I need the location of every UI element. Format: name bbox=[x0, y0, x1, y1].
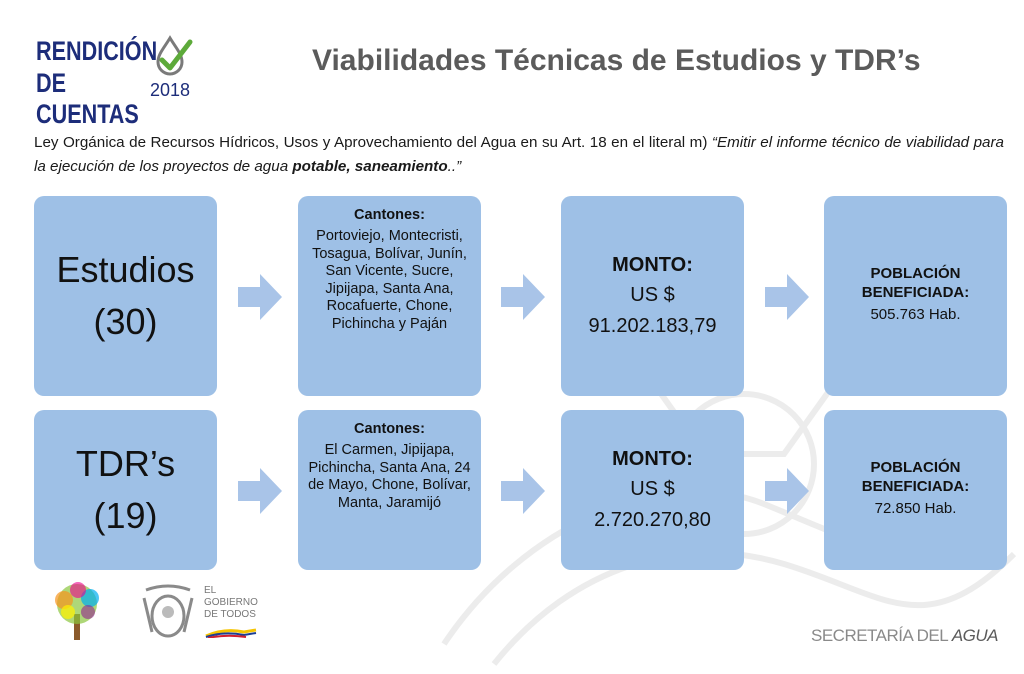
intro-bold: potable, saneamiento bbox=[292, 158, 448, 175]
monto-currency: US $ bbox=[630, 284, 675, 306]
logo-line2: DE CUENTAS bbox=[36, 68, 139, 129]
intro-paragraph bbox=[34, 131, 1004, 179]
page-title: Viabilidades Técnicas de Estudios y TDR’s bbox=[312, 44, 921, 77]
estudios-cantones-box bbox=[298, 196, 481, 396]
arrow-right-icon bbox=[238, 274, 282, 320]
cantones-list: El Carmen, Jipijapa, Pichincha, Santa Ana, 24 de Mayo, Chone, Bolívar, Manta, Jaramijó bbox=[308, 442, 471, 511]
rendicion-cuentas-logo bbox=[36, 30, 206, 129]
toda-una-vida-logo-icon bbox=[40, 580, 114, 644]
logo-year: 2018 bbox=[150, 80, 191, 100]
secretaria-text: SECRETARÍA DEL bbox=[810, 626, 952, 645]
arrow-right-icon bbox=[238, 468, 282, 514]
monto-value: 2.720.270,80 bbox=[594, 509, 711, 531]
estudios-count: (30) bbox=[93, 301, 158, 342]
tdrs-cantones-box bbox=[298, 410, 481, 570]
tdrs-poblacion-box bbox=[824, 410, 1007, 570]
estudios-monto-box bbox=[561, 196, 744, 396]
intro-text: Ley Orgánica de Recursos Hídricos, Usos y Aprovechamiento del Agua en su Art. 18 en el literal m) bbox=[34, 134, 712, 151]
secretaria-del-agua-logo bbox=[811, 626, 998, 646]
monto-title: MONTO: bbox=[612, 254, 693, 276]
ecuador-coat-of-arms-icon bbox=[140, 582, 196, 642]
arrow-right-icon bbox=[765, 468, 809, 514]
monto-value: 91.202.183,79 bbox=[588, 315, 717, 337]
estudios-poblacion-box bbox=[824, 196, 1007, 396]
tdrs-count: (19) bbox=[93, 495, 158, 536]
cantones-list: Portoviejo, Montecristi, Tosagua, Bolívar, Junín, San Vicente, Sucre, Jipijapa, Santa Ana, Rocafuerte, Chone, Pichincha y Paján bbox=[312, 228, 467, 332]
gob-line3: DE TODOS bbox=[204, 609, 256, 620]
poblacion-title: POBLACIÓN BENEFICIADA: bbox=[861, 459, 970, 495]
arrow-right-icon bbox=[501, 274, 545, 320]
intro-quote-end: ..” bbox=[447, 158, 462, 175]
secretaria-agua: AGUA bbox=[951, 626, 998, 645]
poblacion-title: POBLACIÓN BENEFICIADA: bbox=[861, 265, 970, 301]
estudios-label: Estudios bbox=[56, 249, 195, 290]
flag-stripe-icon bbox=[204, 628, 258, 638]
tdrs-monto-box bbox=[561, 410, 744, 570]
gob-line2: GOBIERNO bbox=[204, 597, 258, 608]
tdrs-label: TDR’s bbox=[75, 443, 176, 484]
arrow-right-icon bbox=[765, 274, 809, 320]
poblacion-value: 72.850 Hab. bbox=[874, 500, 957, 517]
cantones-title: Cantones: bbox=[354, 207, 425, 223]
monto-title: MONTO: bbox=[612, 448, 693, 470]
gobierno-de-todos-logo bbox=[204, 585, 258, 621]
cantones-title: Cantones: bbox=[354, 421, 425, 437]
gob-line1: EL bbox=[204, 585, 217, 596]
estudios-box bbox=[34, 196, 217, 396]
poblacion-value: 505.763 Hab. bbox=[870, 306, 961, 323]
arrow-right-icon bbox=[501, 468, 545, 514]
tdrs-box bbox=[34, 410, 217, 570]
intro-quote: “Emitir el informe técnico de viabilidad para la ejecución de los proyectos de agua bbox=[34, 134, 1004, 175]
monto-currency: US $ bbox=[630, 478, 675, 500]
logo-line1: RENDICIÓN bbox=[36, 36, 158, 66]
drop-check-icon bbox=[152, 34, 194, 78]
